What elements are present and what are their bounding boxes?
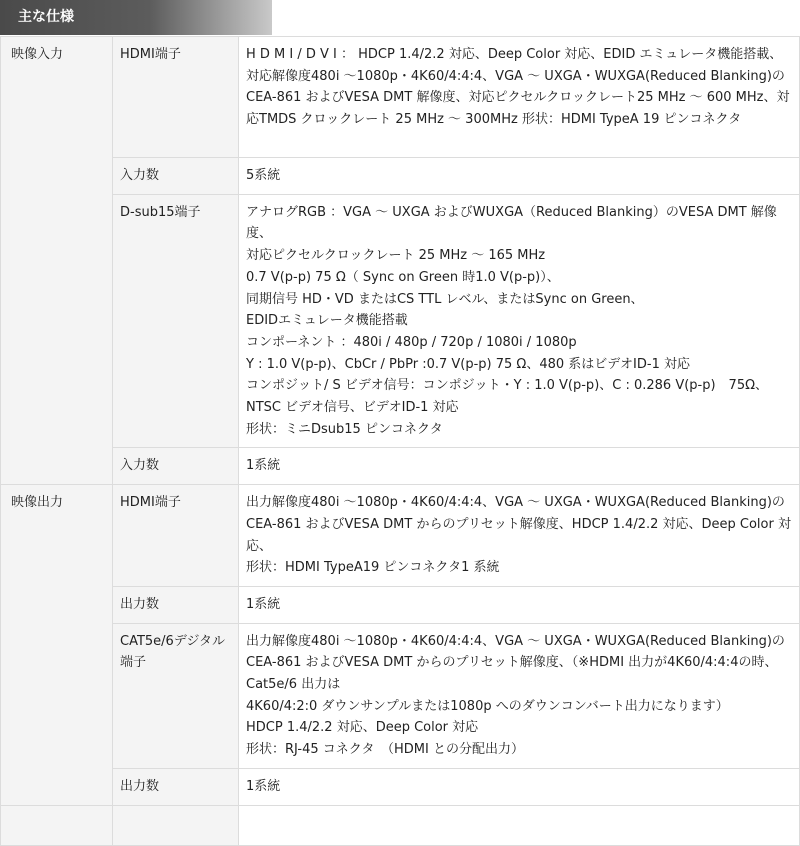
value-line: 形状：RJ-45 コネクタ （HDMI との分配出力） — [246, 742, 524, 758]
value-line: 出力解像度480i ～1080p・4K60/4:4:4、VGA ～ UXGA・WUXGA(Reduced Blanking)の CEA-861 およびVESA DMT からのプリセット解像度、（※HDMI 出力が4K60/4:4:4の時、Cat5e/6 出力は — [246, 633, 785, 693]
category-cell — [1, 805, 113, 845]
table-row — [1, 485, 800, 587]
spec-label: 入力数 — [113, 158, 239, 195]
value-line: EDIDエミュレータ機能搭載 — [246, 313, 408, 329]
value-line: 形状：HDMI TypeA19 ピンコネクタ1 系統 — [246, 560, 500, 576]
spec-value — [239, 805, 800, 845]
spec-value — [239, 194, 800, 448]
category-cell: 映像出力 — [1, 485, 113, 805]
value-line: コンポジット/ S ビデオ信号：コンポジット・Y : 1.0 V(p-p)、C : 0.286 V(p-p) 75Ω、 — [246, 378, 769, 394]
spec-value — [239, 37, 800, 158]
spec-value — [239, 623, 800, 768]
spec-label: 出力数 — [113, 768, 239, 805]
spec-value — [239, 485, 800, 587]
spec-label: D-sub15端子 — [113, 194, 239, 448]
spec-label: 入力数 — [113, 448, 239, 485]
value-line: 形状：ミニDsub15 ピンコネクタ — [246, 421, 443, 437]
value-line: NTSC ビデオ信号、ビデオID-1 対応 — [246, 400, 459, 416]
spec-label: 出力数 — [113, 586, 239, 623]
value-line: 1系統 — [246, 458, 281, 474]
spec-label — [113, 805, 239, 845]
value-line: Y : 1.0 V(p-p)、CbCr / PbPr :0.7 V(p-p) 75 Ω、480 系はビデオID-1 対応 — [246, 356, 690, 372]
table-row — [1, 194, 800, 448]
spec-value — [239, 448, 800, 485]
table-row — [1, 586, 800, 623]
value-line: コンポーネント ：480i / 480p / 720p / 1080i / 1080p — [246, 334, 577, 350]
spec-value — [239, 158, 800, 195]
value-line: 出力解像度480i ～1080p・4K60/4:4:4、VGA ～ UXGA・WUXGA(Reduced Blanking)の CEA-861 およびVESA DMT からのプリセット解像度、HDCP 1.4/2.2 対応、Deep Color 対応、 — [246, 495, 791, 554]
value-line: 1系統 — [246, 778, 281, 794]
table-row — [1, 37, 800, 158]
table-row — [1, 805, 800, 845]
value-line: 4K60/4:2:0 ダウンサンプルまたは1080p へのダウンコンバート出力になります） — [246, 698, 729, 714]
table-row — [1, 623, 800, 768]
value-line: 0.7 V(p-p) 75 Ω（ Sync on Green 時1.0 V(p-p)）、 — [246, 269, 560, 285]
category-cell: 映像入力 — [1, 37, 113, 485]
value-line: アナログRGB ：VGA ～ UXGA およびWUXGA（Reduced Blanking）のVESA DMT 解像度、 — [246, 204, 777, 242]
value-line: 1系統 — [246, 596, 281, 612]
spec-label: CAT5e/6デジタル端子 — [113, 623, 239, 768]
value-line: HDCP 1.4/2.2 対応、Deep Color 対応 — [246, 720, 479, 736]
value-line: H D M I / D V I ： HDCP 1.4/2.2 対応、Deep Color 対応、EDID エミュレータ機能搭載、対応解像度480i ～1080p・4K60/4:4:4、VGA ～ UXGA・WUXGA(Reduced Blanking)の CEA-861 およびVESA DMT 解像度、対応ピクセルクロックレート25 MHz ～ 600 MHz、対応TMDS クロックレート 25 MHz ～ 300MHz 形状：HDMI TypeA 19 ピンコネクタ — [246, 47, 790, 128]
spec-value — [239, 586, 800, 623]
spec-table — [0, 36, 800, 846]
spec-label: HDMI端子 — [113, 37, 239, 158]
table-row — [1, 448, 800, 485]
value-line: 対応ピクセルクロックレート 25 MHz ～ 165 MHz — [246, 248, 546, 264]
table-row — [1, 158, 800, 195]
section-title: 主な仕様 — [0, 0, 272, 35]
value-line: 同期信号 HD・VD またはCS TTL レベル、またはSync on Green、 — [246, 291, 644, 307]
spec-label: HDMI端子 — [113, 485, 239, 587]
value-line: 5系統 — [246, 168, 281, 183]
